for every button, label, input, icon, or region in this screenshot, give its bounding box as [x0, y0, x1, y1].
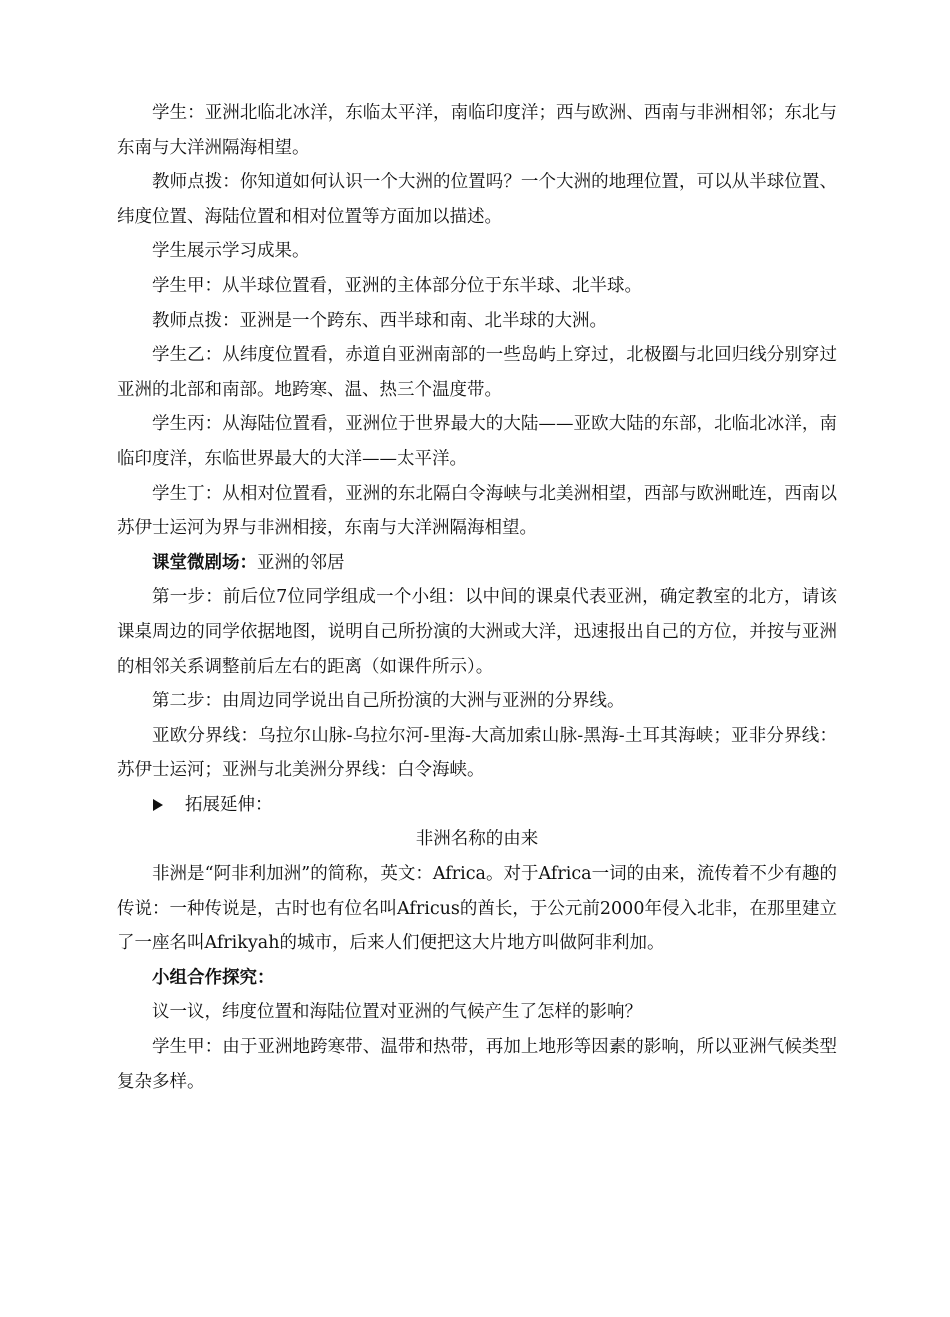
theater-heading — [117, 546, 837, 581]
article-title: 非洲名称的由来 — [415, 829, 539, 850]
step-two: 第二步：由周边同学说出自己所扮演的大洲与亚洲的分界线。 — [152, 691, 625, 712]
paragraph-student-d: 学生丁：从相对位置看，亚洲的东北隔白令海峡与北美洲相望，西部与欧洲毗连，西南以苏伊士运河为界与非洲相接，东南与大洋洲隔海相望。 — [117, 483, 837, 539]
article-text: 非洲是“阿非利加洲”的简称，英文：Africa。对于Africa一词的由来，流传着不少有趣的传说：一种传说是，古时也有位名叫Africus的酋长，于公元前2000年侵入北非，在那里建立了一座名叫Afrikyah的城市，后来人们便把这大片地方叫做阿非利加。 — [117, 864, 837, 954]
group-study-lead: 小组合作探究： — [152, 967, 275, 988]
paragraph-student-b: 学生乙：从纬度位置看，赤道自亚洲南部的一些岛屿上穿过，北极圈与北回归线分别穿过亚洲的北部和南部。地跨寒、温、热三个温度带。 — [117, 345, 837, 400]
extension-heading — [117, 788, 837, 823]
paragraph-teacher-guidance-2: 教师点拨：亚洲是一个跨东、西半球和南、北半球的大洲。 — [152, 310, 607, 331]
group-study-answer: 学生甲：由于亚洲地跨寒带、温带和热带，再加上地形等因素的影响，所以亚洲气候类型复杂多样。 — [117, 1037, 837, 1092]
paragraph-student-c: 学生丙：从海陆位置看，亚洲位于世界最大的大陆——亚欧大陆的东部，北临北冰洋，南临印度洋，东临世界最大的大洋——太平洋。 — [117, 414, 837, 469]
arrowhead-bullet-icon — [153, 799, 163, 811]
theater-lead: 课堂微剧场： — [152, 552, 257, 573]
step-one: 第一步：前后位7位同学组成一个小组：以中间的课桌代表亚洲，确定教室的北方，请该课桌周边的同学依据地图，说明自己所扮演的大洲或大洋，迅速报出自己的方位，并按与亚洲的相邻关系调整前后左右的距离（如课件所示）。 — [117, 587, 837, 677]
group-study-question: 议一议，纬度位置和海陆位置对亚洲的气候产生了怎样的影响？ — [152, 1002, 642, 1023]
paragraph-student-answer: 学生：亚洲北临北冰洋，东临太平洋，南临印度洋；西与欧洲、西南与非洲相邻；东北与东南与大洋洲隔海相望。 — [117, 103, 837, 158]
document-page — [117, 96, 837, 1099]
extension-label: 拓展延伸： — [185, 794, 273, 815]
paragraph-teacher-guidance-1: 教师点拨：你知道如何认识一个大洲的位置吗？一个大洲的地理位置，可以从半球位置、纬度位置、海陆位置和相对位置等方面加以描述。 — [117, 172, 837, 227]
theater-title: 亚洲的邻居 — [257, 552, 345, 573]
paragraph-student-results: 学生展示学习成果。 — [152, 241, 310, 262]
paragraph-student-a: 学生甲：从半球位置看，亚洲的主体部分位于东半球、北半球。 — [152, 275, 642, 296]
boundary-lines: 亚欧分界线：乌拉尔山脉-乌拉尔河-里海-大高加索山脉-黑海-土耳其海峡；亚非分界线：苏伊士运河；亚洲与北美洲分界线：白令海峡。 — [117, 725, 837, 781]
group-study-heading — [117, 961, 837, 996]
